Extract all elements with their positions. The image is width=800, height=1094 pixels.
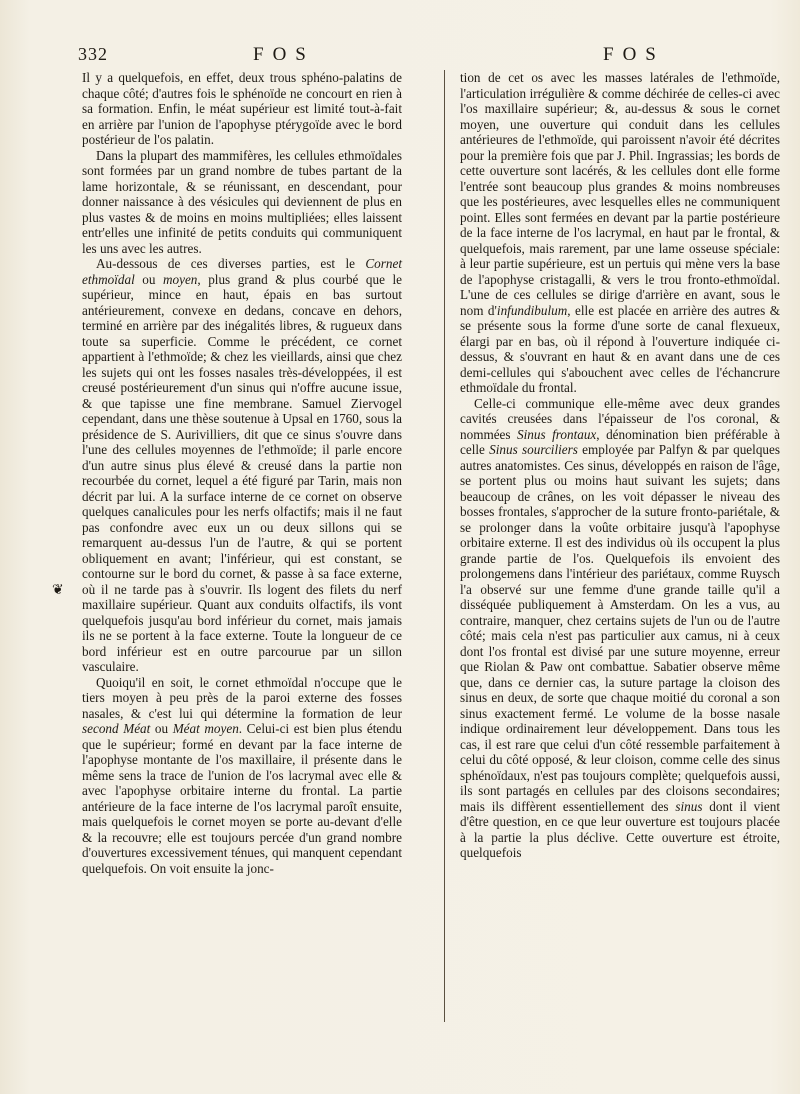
italic-term: Méat moyen	[172, 721, 239, 736]
text-run: ou	[134, 271, 163, 287]
running-head-right: FOS	[603, 44, 665, 65]
italic-term: Sinus frontaux	[517, 426, 597, 442]
text-run: . Celui-ci est bien plus étendu que le supérieur; formé en devant par la face interne de l'apophyse montante de l'os maxillaire, il présente dans le même sens la trace de l'union de l'os lacrymal avec elle & avec l'apophyse orbitaire interne du frontal. La partie antérieure de la face interne de l'os lacrymal paroît ensuite, mais quelquefois le cornet moyen se porte au-devant d'elle & la recouvre; elle est toujours percée d'un grand nombre d'ouvertures excessivement ténues, qui manquent cependant quelquefois. On voit ensuite la jonc-	[82, 721, 403, 876]
right-column	[460, 70, 780, 861]
text-run: tion de cet os avec les masses latérales de l'ethmoïde, l'articulation irrégulière & comme déchirée de celles-ci avec l'os maxillaire supérieur; &, au-dessus & sous le cornet moyen, une ouverture qui conduit dans les cellules antérieures de l'ethmoïde, qui paroissent n'avoir été décrites pour la première fois que par J. Phil. Ingrassias; les bords de cette ouverture sont lacérés, & les cellules dont elle forme l'entrée sont beaucoup plus grandes & moins nombreuses que les postérieures, avec lesquelles elles ne communiquent point. Elles sont fermées en devant par la partie postérieure de la face interne de l'os lacrymal, en haut par le frontal, & quelquefois, mais rarement, par une lame osseuse spéciale: à leur partie supérieure, est un pertuis qui mène vers la base de l'apophyse cristagalli, & vers le trou fronto-ethmoïdal. L'une de ces cellules se dirige d'arrière en avant, sous le nom d'	[460, 70, 780, 318]
text-run: , plus grand & plus courbé que le supérieur, mince en haut, épais en bas surtout antérieurement, convexe en dedans, concave en dehors, terminé en arrière par des inégalités libres, & rugueux dans toute sa superficie. Comme le précédent, ce cornet appartient à l'ethmoïde; & chez les vieillards, ainsi que chez les sujets qui ont les fosses nasales très-développées, il est creusé postérieurement d'un sinus qui n'offre aucune issue, & que tapisse une fine membrane. Samuel Ziervogel cependant, dans une thèse soutenue à Upsal en 1760, sous la présidence de S. Aurivilliers, dit que ce sinus s'ouvre dans l'une des cellules moyennes de l'ethmoïde; il parle encore d'un autre sinus plus élevé & creusé dans la partie non recourbée du cornet, lequel a été figuré par Tarin, mais non décrit par lui. A la surface interne de ce cornet on observe quelques canalicules pour les nerfs olfactifs; mais il ne faut pas confondre avec eux un ou deux sillons qui se remarquent au-dessus l'un de l'autre, & qui se portent obliquement en avant; l'inférieur, qui est constant, se contourne sur le bord du cornet, & passe à sa face externe, où il ne tarde pas à s'ouvrir. Ils logent des filets du nerf maxillaire supérieur. Quant aux conduits olfactifs, ils vont quelquefois jusqu'au bord inférieur du cornet, mais jamais ils ne se portent à la face externe. Toute la longueur de ce bord inférieur est en outre parcourue par un sillon vasculaire.	[82, 271, 402, 674]
text-run: Au-dessous de ces diverses parties, est le	[96, 256, 366, 271]
text-run: dont il vient d'être question, en ce que leur ouverture est toujours placée à la partie la plus déclive. Cette ouverture est étroite, quelquefois	[460, 798, 780, 860]
paragraph	[82, 675, 402, 877]
margin-ornament: ❦	[52, 583, 64, 598]
running-head-left: FOS	[253, 44, 315, 65]
italic-term: second Méat	[82, 721, 151, 736]
page-number: 332	[78, 44, 108, 64]
italic-term: Cornet ethmoïdal	[82, 256, 402, 287]
text-run: Il y a quelquefois, en effet, deux trous sphéno-palatins de chaque côté; d'autres fois le sphénoïde ne concourt en rien à sa formation. Enfin, le méat supérieur est limité tout-à-fait en arrière par l'union de l'apophyse ptérygoïde avec le bord postérieur de l'os palatin.	[82, 70, 402, 147]
italic-term: infundibulum	[496, 302, 568, 318]
page-header	[78, 44, 778, 70]
text-run: ou	[150, 721, 173, 736]
paragraph	[82, 148, 402, 257]
paragraph	[460, 70, 780, 396]
italic-term: sinus	[675, 798, 703, 814]
paragraph	[82, 70, 402, 148]
text-run: Quoiqu'il en soit, le cornet ethmoïdal n'occupe que le tiers moyen à peu près de la paroi externe des fosses nasales, & c'est lui qui détermine la formation de leur	[82, 674, 402, 721]
italic-term: Sinus sourciliers	[489, 442, 578, 457]
text-run: , elle est placée en arrière des autres & se présente sous la forme d'une sorte de canal flexueux, élargi par en bas, où il répond à l'ouverture indiquée ci-dessus, & s'ouvrant en haut & en avant dans une de ces demi-cellules qui s'abouchent avec celles de l'échancrure ethmoïdale du frontal.	[460, 302, 780, 395]
left-column	[82, 70, 402, 876]
italic-term: moyen	[162, 271, 198, 287]
text-run: , dénomination bien préférable à celle	[460, 426, 781, 457]
column-divider	[444, 70, 445, 1022]
paragraph	[82, 256, 402, 675]
text-run: employée par Palfyn & par quelques autres anatomistes. Ces sinus, développés en raison de l'âge, se portent plus ou moins haut suivant les sujets; dans beaucoup de crânes, on les voit dépasser le niveau des bosses frontales, s'approcher de la suture fronto-pariétale, & se prolonger dans la voûte orbitaire jusqu'à l'apophyse orbitaire externe. Il est des individus où ils occupent la plus grande partie de l'os. Quelquefois ils envoient des prolongemens dans l'intérieur des pariétaux, comme Ruysch l'a observé sur une femme d'une grande taille qu'il a disséquée publiquement à Amsterdam. On les a vus, au contraire, manquer, chez certains sujets de l'un ou de l'autre côté; mais cela n'est pas particulier aux camus, ni à ceux dont l'os frontal est divisé par une suture moyenne, erreur que Riolan & Paw ont combattue. Sabatier observe même que, dans ce dernier cas, la suture partage la cloison des sinus en deux, de sorte que chaque moitié du coronal a son sinus exactement fermé. Le volume de la bosse nasale indique ordinairement leur développement. Dans tous les cas, il est rare que celui d'un côté ressemble parfaitement à celui du côté opposé, & leur cloison, comme celle des sinus sphénoïdaux, n'est pas toujours complète; quelquefois aussi, ils sont partagés en cellules par des cloisons secondaires; mais ils diffèrent essentiellement des	[460, 442, 780, 814]
paragraph	[460, 396, 780, 861]
text-run: Celle-ci communique elle-même avec deux grandes cavités creusées dans l'épaisseur de l'os coronal, & nommées	[460, 395, 780, 442]
text-run: Dans la plupart des mammifères, les cellules ethmoïdales sont formées par un grand nombre de tubes partant de la lame horizontale, & se réunissant, en descendant, pour donner naissance à des vésicules qui deviennent de plus en plus vastes & de moins en moins multipliées; elles laissent entr'elles une infinité de petits conduits qui communiquent les uns avec les autres.	[82, 147, 402, 256]
